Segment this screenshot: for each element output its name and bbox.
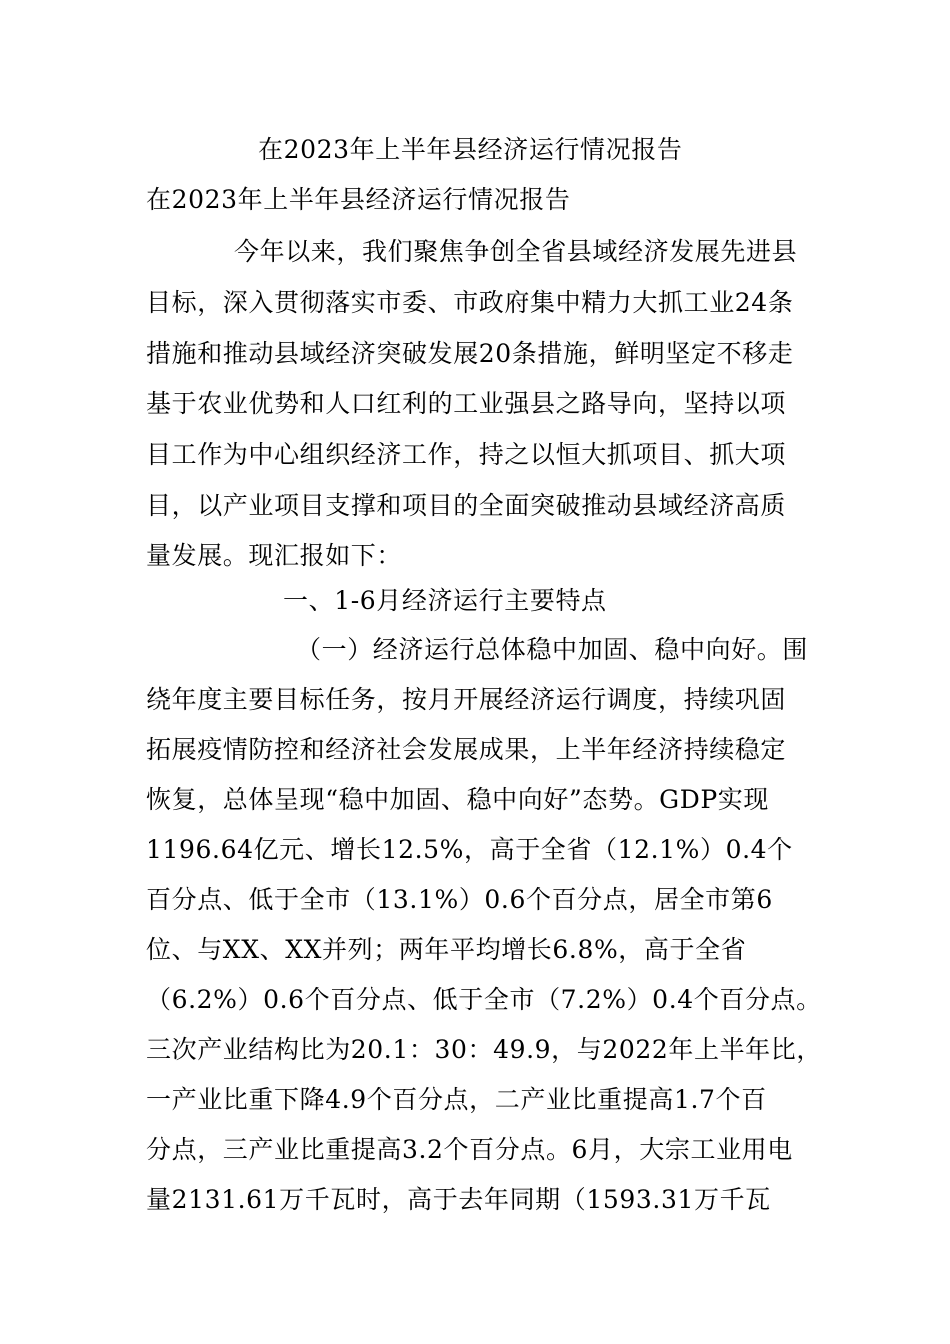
- subsection-line: 三次产业结构比为20.1：30：49.9，与2022年上半年比，: [146, 1035, 822, 1064]
- section-heading: 一、1-6月经济运行主要特点: [283, 586, 607, 615]
- subsection-line: （6.2%）0.6个百分点、低于全市（7.2%）0.4个百分点。: [146, 985, 822, 1014]
- subsection-line: 一产业比重下降4.9个百分点，二产业比重提高1.7个百: [146, 1085, 767, 1114]
- subsection-line: 拓展疫情防控和经济社会发展成果，上半年经济持续稳定: [146, 735, 787, 764]
- document-subtitle: 在2023年上半年县经济运行情况报告: [146, 185, 571, 214]
- subsection-line: 分点，三产业比重提高3.2个百分点。6月，大宗工业用电: [146, 1135, 793, 1164]
- subsection-line: （一）经济运行总体稳中加固、稳中向好。围: [296, 635, 809, 664]
- page-title: 在2023年上半年县经济运行情况报告: [258, 135, 683, 164]
- subsection-line: 量2131.61万千瓦时，高于去年同期（1593.31万千瓦: [146, 1185, 771, 1214]
- subsection-line: 位、与XX、XX并列；两年平均增长6.8%，高于全省: [146, 935, 747, 964]
- intro-line: 措施和推动县域经济突破发展20条措施，鲜明坚定不移走: [146, 339, 794, 368]
- subsection-line: 百分点、低于全市（13.1%）0.6个百分点，居全市第6: [146, 885, 773, 914]
- intro-line: 目，以产业项目支撑和项目的全面突破推动县域经济高质: [146, 491, 787, 520]
- intro-line: 目工作为中心组织经济工作，持之以恒大抓项目、抓大项: [146, 440, 787, 469]
- intro-line: 基于农业优势和人口红利的工业强县之路导向，坚持以项: [146, 389, 787, 418]
- intro-line: 今年以来，我们聚焦争创全省县域经济发展先进县: [234, 237, 798, 266]
- subsection-line: 绕年度主要目标任务，按月开展经济运行调度，持续巩固: [146, 685, 787, 714]
- subsection-line: 恢复，总体呈现“稳中加固、稳中向好”态势。GDP实现: [146, 785, 769, 814]
- intro-line: 目标，深入贯彻落实市委、市政府集中精力大抓工业24条: [146, 288, 794, 317]
- subsection-line: 1196.64亿元、增长12.5%，高于全省（12.1%）0.4个: [146, 835, 793, 864]
- intro-line: 量发展。现汇报如下：: [146, 541, 403, 570]
